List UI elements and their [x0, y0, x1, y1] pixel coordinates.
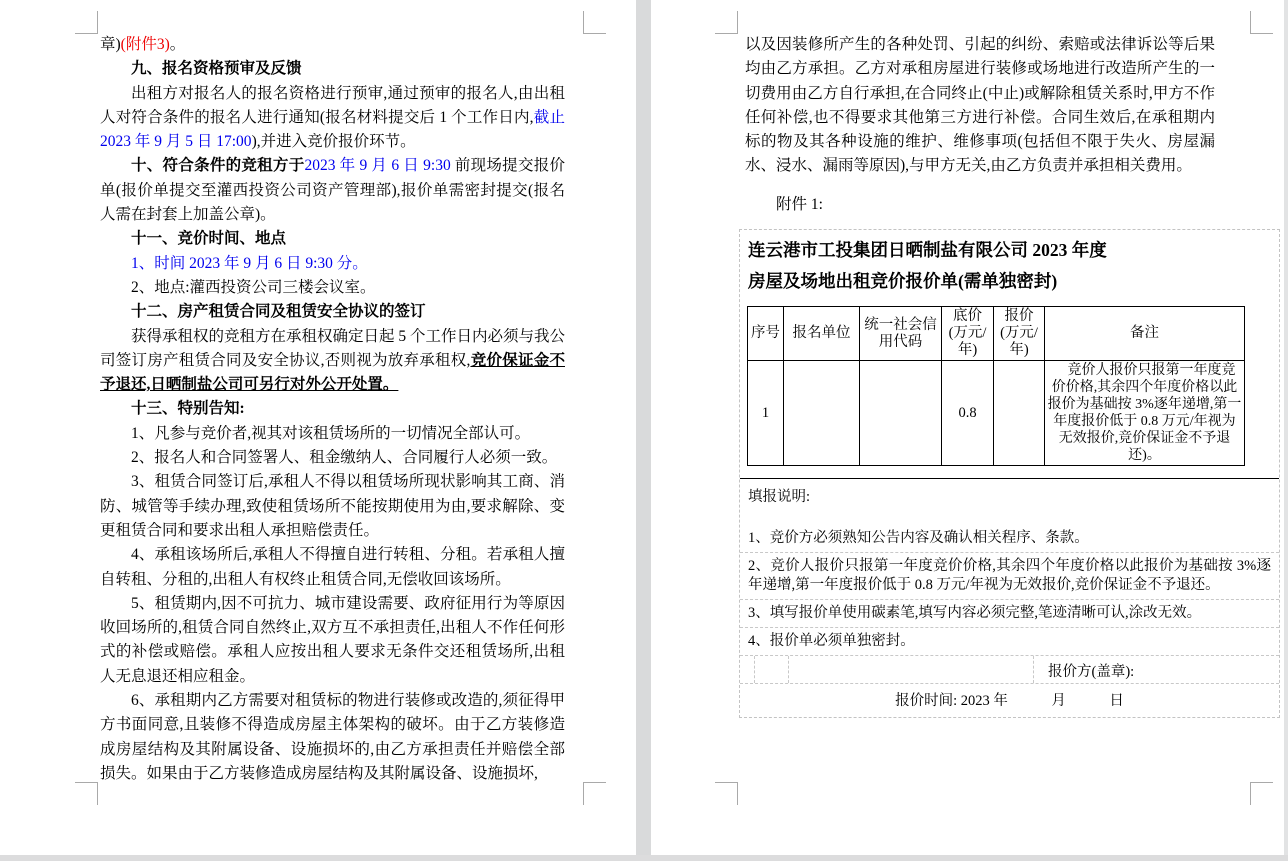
crop-mark-icon — [583, 11, 606, 34]
text-segment: 出租方对报名人的报名资格进行预审,通过预审的报名人,由出租人对符合条件的报名人进行通知(报名材料提交后 1 个工作日内, — [100, 84, 565, 126]
header-credit-code: 统一社会信用代码 — [860, 307, 942, 361]
text-segment: 2023 年 9 月 6 日 9:30 — [304, 157, 455, 175]
header-remark: 备注 — [1045, 307, 1245, 361]
crop-mark-icon — [75, 11, 98, 34]
text-segment: 十、符合条件的竞租方于 — [131, 157, 305, 175]
paragraph — [100, 422, 565, 446]
header-unit: 报名单位 — [784, 307, 860, 361]
text-segment: 前现场提交报价单(报价单提交至灌西投资公司资产管理部),报价单需密封提交(报名人需在封套上加盖公章)。 — [100, 157, 565, 224]
page-2-text-column — [745, 33, 1285, 718]
cell-remark: 竞价人报价只报第一年度竞价价格,其余四个年度价格以此报价为基础按 3%逐年递增,第一年度报价低于 0.8 万元/年视为无效报价,竞价保证金不予退还)。 — [1045, 361, 1245, 466]
paragraph — [100, 446, 565, 470]
table-row — [748, 361, 1245, 466]
paragraph — [100, 543, 565, 592]
paragraph — [100, 276, 565, 300]
crop-mark-icon — [715, 11, 738, 34]
text-segment: 截止 2023 年 9 月 5 日 17:00 — [100, 108, 565, 151]
text-segment: (附件3) — [120, 36, 170, 53]
empty-cell — [789, 656, 1034, 683]
attachment-title — [740, 230, 1279, 306]
text-segment: 十一、竞价时间、地点 — [131, 230, 287, 248]
text-segment: 5、租赁期内,因不可抗力、城市建设需要、政府征用行为等原因收回场所的,租赁合同自然终止,双方互不承担责任,出租人不作任何形式的补偿或赔偿。承租人应按出租人要求无条件交还租赁场所,出租人无息退还相应租金。 — [100, 594, 565, 685]
text-segment: 3、租赁合同签订后,承租人不得以租赁场所现状影响其工商、消防、城管等手续办理,致使租赁场所不能按期使用为由,要求解除、变更租赁合同和要求出租人承担赔偿责任。 — [100, 473, 565, 539]
attachment-label: 附件 1: — [776, 195, 823, 213]
fill-instruction-item: 4、报价单必须单独密封。 — [740, 627, 1279, 655]
text-segment: 2、地点:灌西投资公司三楼会议室。 — [131, 278, 376, 296]
empty-cell — [740, 656, 755, 683]
paragraph — [100, 300, 565, 324]
text-segment: ),并进入竞价报价环节。 — [251, 133, 416, 151]
paragraph — [100, 252, 565, 276]
text-segment: 2、报名人和合同签署人、租金缴纳人、合同履行人必须一致。 — [131, 449, 558, 467]
paragraph — [745, 33, 1215, 179]
text-segment: 4、承租该场所后,承租人不得擅自进行转租、分租。若承租人擅自转租、分租的,出租人有权终止租赁合同,无偿收回该场所。 — [100, 546, 565, 588]
crop-mark-icon — [1250, 11, 1273, 34]
fill-instruction-item: 3、填写报价单使用碳素笔,填写内容必须完整,笔迹清晰可认,涂改无效。 — [740, 599, 1279, 627]
page-gap — [636, 0, 651, 855]
bid-price-table — [747, 306, 1245, 466]
text-segment: 竞价保证金不予退还,日晒制盐公司可另行对外公开处置。 — [100, 351, 565, 394]
cell-credit-code — [860, 361, 942, 466]
cell-unit — [784, 361, 860, 466]
header-seq: 序号 — [748, 307, 784, 361]
bidder-signature-row — [740, 655, 1279, 683]
fill-instructions-label: 填报说明: — [748, 489, 811, 506]
crop-mark-icon — [1250, 782, 1273, 805]
paragraph — [100, 154, 565, 227]
attachment-title-line1: 连云港市工投集团日晒制盐有限公司 2023 年度 — [748, 240, 1107, 261]
crop-mark-icon — [583, 782, 606, 805]
quote-date-row: 报价时间: 2023 年 月 日 — [740, 683, 1279, 717]
header-offer-price: 报价(万元/年) — [994, 307, 1045, 361]
paragraph — [100, 592, 565, 689]
scrollbar-horizontal[interactable] — [0, 855, 1288, 861]
cell-base-price: 0.8 — [942, 361, 994, 466]
page-2-paragraphs — [745, 33, 1285, 179]
text-segment: 十三、特别告知: — [131, 400, 245, 418]
header-base-price: 底价(万元/年) — [942, 307, 994, 361]
page-1-text-column — [100, 33, 565, 786]
table-header-row — [748, 307, 1245, 361]
paragraph — [100, 325, 565, 398]
crop-mark-icon — [75, 782, 98, 805]
bidder-seal-label: 报价方(盖章): — [1048, 664, 1135, 681]
text-segment: 十二、房产租赁合同及租赁安全协议的签订 — [131, 303, 426, 321]
paragraph — [100, 82, 565, 155]
cell-offer-price — [994, 361, 1045, 466]
paragraph — [100, 397, 565, 421]
text-segment: 九、报名资格预审及反馈 — [131, 60, 302, 78]
text-segment: 章) — [100, 36, 121, 53]
fill-instruction-item: 1、竞价方必须熟知公告内容及确认相关程序、条款。 — [748, 530, 1089, 547]
cell-seq: 1 — [748, 361, 784, 466]
text-segment: 。 — [169, 36, 186, 53]
attachment-form — [739, 229, 1280, 718]
paragraph — [100, 470, 565, 543]
attachment-title-line2: 房屋及场地出租竞价报价单(需单独密封) — [748, 271, 1058, 292]
paragraph — [100, 689, 565, 786]
fill-instruction-item: 2、竞价人报价只报第一年度竞价价格,其余四个年度价格以此报价为基础按 3%逐年递增,第一年度报价低于 0.8 万元/年视为无效报价,竞价保证金不予退还。 — [740, 552, 1279, 599]
text-segment: 1、凡参与竞价者,视其对该租赁场所的一切情况全部认可。 — [131, 424, 531, 442]
text-segment: 获得承租权的竞租方在承租权确定日起 5 个工作日内必须与我公司签订房产租赁合同及安全协议,否则视为放弃承租权, — [100, 327, 566, 369]
paragraph — [100, 33, 565, 57]
paragraph — [100, 57, 565, 81]
text-segment: 1、时间 2023 年 9 月 6 日 9:30 分。 — [131, 254, 368, 272]
paragraph — [100, 227, 565, 251]
fill-instructions — [740, 478, 1279, 655]
crop-mark-icon — [715, 782, 738, 805]
text-segment: 6、承租期内乙方需要对租赁标的物进行装修或改造的,须征得甲方书面同意,且装修不得造成房屋主体架构的破坏。由于乙方装修造成房屋结构及其附属设备、设施损坏的,由乙方承担责任并赔偿全部损失。如果由于乙方装修造成房屋结构及其附属设备、设施损坏, — [100, 692, 565, 782]
text-segment: 以及因装修所产生的各种处罚、引起的纠纷、索赔或法律诉讼等后果均由乙方承担。乙方对承租房屋进行装修或场地进行改造所产生的一切费用由乙方自行承担,在合同终止(中止)或解除租赁关系时,甲方不作任何补偿,也不得要求其他第三方进行补偿。合同生效后,在承租期内标的物及其各种设施的维护、维修事项(包括但不限于失火、房屋漏水、浸水、漏雨等原因),与甲方无关,由乙方负责并承担相关费用。 — [745, 36, 1215, 175]
empty-cell — [755, 656, 789, 683]
